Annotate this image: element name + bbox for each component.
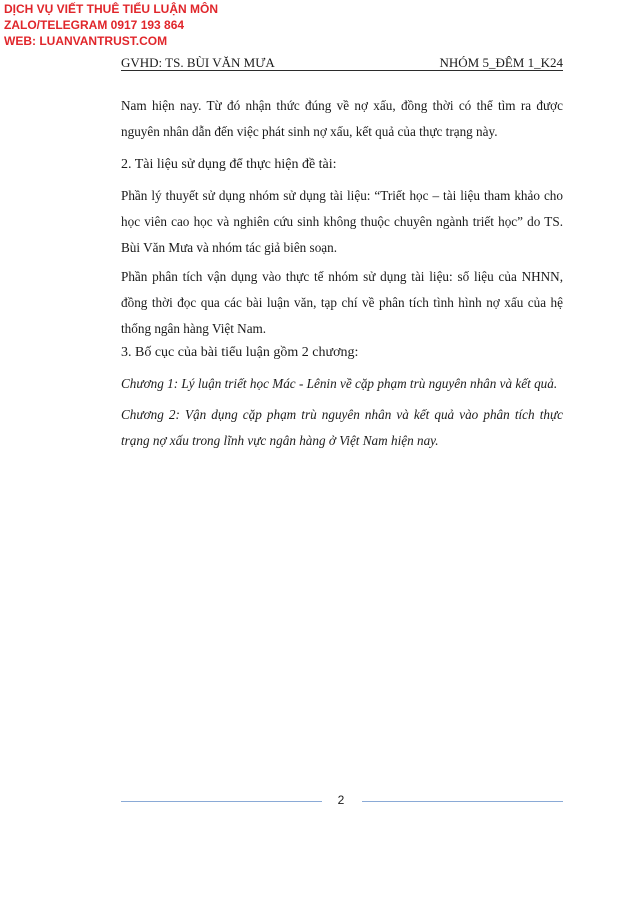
watermark	[4, 1, 324, 49]
watermark-line-website: WEB: LUANVANTRUST.COM	[4, 34, 168, 48]
chapter-1: Chương 1: Lý luận triết học Mác - Lênin về cặp phạm trù nguyên nhân và kết quả.	[121, 376, 558, 391]
header-supervisor: GVHD: TS. BÙI VĂN MƯA	[121, 55, 275, 70]
footer-rule-right	[362, 801, 563, 802]
section-2-body-2	[121, 264, 563, 342]
chapter-2: Chương 2: Vận dụng cặp phạm trù nguyên nhân và kết quả vào phân tích thực trạng nợ xấu trong lĩnh vực ngân hàng ở Việt Nam hiện nay.	[121, 407, 563, 448]
chapter-list-2	[121, 402, 563, 454]
document-body	[121, 93, 563, 145]
footer-rule-left	[121, 801, 322, 802]
section-3	[121, 340, 563, 366]
paragraph-theory-sources: Phần lý thuyết sử dụng nhóm sử dụng tài liệu: “Triết học – tài liệu tham khảo cho học viên cao học và nghiên cứu sinh không thuộc chuyên ngành triết học” do TS. Bùi Văn Mưa và nhóm tác giả biên soạn.	[121, 188, 563, 255]
paragraph-intro: Nam hiện nay. Từ đó nhận thức đúng về nợ xấu, đồng thời có thể tìm ra được nguyên nhân dẫn đến việc phát sinh nợ xấu, kết quả của thực trạng này.	[121, 98, 563, 139]
header-group: NHÓM 5_ĐÊM 1_K24	[439, 55, 563, 70]
page-number: 2	[337, 793, 345, 807]
section-2-body	[121, 183, 563, 261]
heading-structure: 3. Bố cục của bài tiểu luận gồm 2 chương:	[121, 345, 359, 360]
watermark-line-service: DỊCH VỤ VIẾT THUÊ TIỂU LUẬN MÔN	[4, 2, 219, 16]
watermark-line-contact: ZALO/TELEGRAM 0917 193 864	[4, 18, 185, 32]
heading-documents: 2. Tài liệu sử dụng để thực hiện đề tài:	[121, 157, 337, 172]
section-2	[121, 152, 563, 178]
paragraph-practice-sources: Phần phân tích vận dụng vào thực tế nhóm sử dụng tài liệu: số liệu của NHNN, đồng thời đọc qua các bài luận văn, tạp chí về phân tích tình hình nợ xấu của hệ thống ngân hàng Việt Nam.	[121, 269, 563, 336]
page-header	[121, 50, 563, 71]
chapter-list	[121, 371, 563, 397]
